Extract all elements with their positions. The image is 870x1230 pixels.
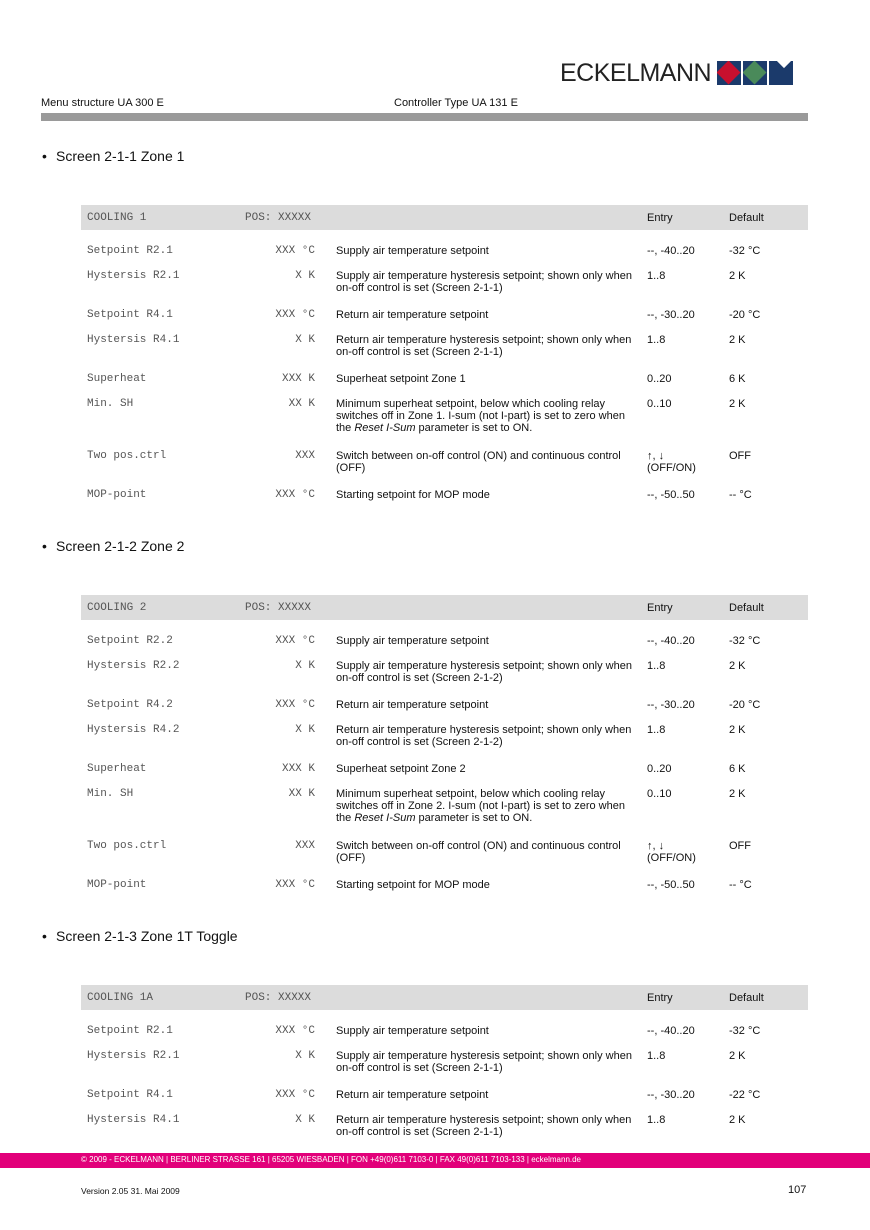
entry-range [647,1025,695,1037]
parameter-value: XXX [295,450,315,462]
version-info: Version 2.05 31. Mai 2009 [81,1186,180,1196]
footer-address: © 2009 - ECKELMANN | BERLINER STRASSE 161 | 65205 WIESBADEN | FON +49(0)611 7103-0 | FAX 49(0)611 7103-133 | eckelmann.de [81,1155,582,1164]
parameter-value: XXX K [281,373,315,385]
default-value: -20 °C [729,309,761,321]
entry-range [647,309,695,321]
entry-value: --, -30..20 [647,1089,695,1101]
header-divider-bar [41,113,808,121]
parameter-value: XXX °C [275,489,315,501]
entry-range [647,699,695,711]
parameter-description: Return air temperature hysteresis setpoint; shown only when on-off control is set (Screen 2-1-1) [336,1114,632,1138]
entry-value: 0..20 [647,763,672,775]
parameter-value: X K [295,1050,315,1062]
parameter-description: Switch between on-off control (ON) and continuous control (OFF) [336,450,621,474]
logo-squares [717,61,795,85]
parameter-name: MOP-point [87,489,147,501]
parameter-description: Return air temperature hysteresis setpoint; shown only when on-off control is set (Screen 2-1-1) [336,334,632,358]
parameter-description: Supply air temperature hysteresis setpoint; shown only when on-off control is set (Screen 2-1-1) [336,270,632,294]
entry-range [647,763,671,775]
bullet-icon: • [42,148,47,164]
parameter-name: Setpoint R4.1 [87,1089,173,1101]
entry-column-header: Entry [647,602,673,614]
entry-range [647,398,671,410]
entry-value: --, -30..20 [647,699,695,711]
parameter-description: Return air temperature setpoint [336,699,489,711]
header-left-title: Menu structure UA 300 E [41,97,164,109]
parameter-description: Return air temperature setpoint [336,309,489,321]
parameter-description: Superheat setpoint Zone 2 [336,763,466,775]
entry-range [647,270,665,282]
entry-range [647,788,671,800]
table-header [81,985,808,1010]
entry-value-extra: (OFF/ON) [647,462,696,474]
default-value: 6 K [729,373,746,385]
parameter-value: X K [295,1114,315,1126]
description-emphasis: Reset I-Sum [354,812,416,824]
default-value: -- °C [729,879,752,891]
position-field: POS: XXXXX [245,212,312,224]
parameter-name: Min. SH [87,788,134,800]
parameter-name: Superheat [87,763,147,775]
entry-range [647,1089,695,1101]
default-value: 6 K [729,763,746,775]
description-text: parameter is set to ON. [415,812,533,824]
position-field: POS: XXXXX [245,992,312,1004]
parameter-description: Supply air temperature hysteresis setpoint; shown only when on-off control is set (Screen 2-1-1) [336,1050,632,1074]
bullet-icon: • [42,928,47,944]
default-value: 2 K [729,660,746,672]
entry-value: ↑, ↓ [647,840,665,852]
logo-square-green [743,61,767,85]
header-center-title: Controller Type UA 131 E [394,97,518,109]
section-title-text: Screen 2-1-3 Zone 1T Toggle [56,928,238,944]
entry-value: 1..8 [647,724,666,736]
default-column-header: Default [729,992,764,1004]
bullet-icon: • [42,538,47,554]
default-value: OFF [729,840,751,852]
entry-column-header: Entry [647,992,673,1004]
parameter-name: Hystersis R4.1 [87,334,180,346]
table-header [81,595,808,620]
entry-range [647,450,696,474]
parameter-value: X K [295,724,315,736]
parameter-description [336,398,636,434]
parameter-value: XXX K [281,763,315,775]
parameter-value: X K [295,660,315,672]
logo-text: ECKELMANN [560,58,712,87]
parameter-description: Starting setpoint for MOP mode [336,879,490,891]
description-text: Minimum superheat setpoint, below which cooling relay switches off in Zone 1. I-sum (not I-part) is set to zero when the [336,398,625,434]
parameter-name: Hystersis R4.1 [87,1114,180,1126]
entry-value-extra: (OFF/ON) [647,852,696,864]
parameter-value: X K [295,334,315,346]
parameter-description: Supply air temperature hysteresis setpoint; shown only when on-off control is set (Screen 2-1-2) [336,660,632,684]
section-title-text: Screen 2-1-1 Zone 1 [56,148,185,164]
entry-value: --, -40..20 [647,635,695,647]
entry-value: 1..8 [647,270,666,282]
parameter-name: Setpoint R2.1 [87,1025,173,1037]
default-value: 2 K [729,398,746,410]
entry-range [647,245,695,257]
parameter-description: Return air temperature setpoint [336,1089,489,1101]
table-header [81,205,808,230]
section-title [42,538,184,554]
parameter-description: Starting setpoint for MOP mode [336,489,490,501]
entry-value: 0..10 [647,788,672,800]
description-text: Minimum superheat setpoint, below which cooling relay switches off in Zone 2. I-sum (not I-part) is set to zero when the [336,788,625,824]
section-title-text: Screen 2-1-2 Zone 2 [56,538,185,554]
default-value: -32 °C [729,245,761,257]
parameter-value: XXX °C [275,1025,315,1037]
entry-value: ↑, ↓ [647,450,665,462]
entry-range [647,840,696,864]
parameter-description [336,788,636,824]
default-value: 2 K [729,1050,746,1062]
logo-square-navy [769,61,793,85]
default-value: -20 °C [729,699,761,711]
parameter-name: Superheat [87,373,147,385]
parameter-value: XXX [295,840,315,852]
default-value: -32 °C [729,635,761,647]
entry-value: 1..8 [647,660,666,672]
page-number: 107 [788,1184,807,1196]
entry-range [647,879,695,891]
description-text: parameter is set to ON. [415,422,533,434]
parameter-description: Superheat setpoint Zone 1 [336,373,466,385]
parameter-value: XX K [288,788,315,800]
parameter-value: XXX °C [275,309,315,321]
entry-value: 0..10 [647,398,672,410]
parameter-value: X K [295,270,315,282]
entry-range [647,373,671,385]
default-value: -- °C [729,489,752,501]
entry-value: 1..8 [647,334,666,346]
logo-square-red [717,61,741,85]
parameter-value: XXX °C [275,635,315,647]
position-field: POS: XXXXX [245,602,312,614]
default-value: -22 °C [729,1089,761,1101]
entry-value: 1..8 [647,1050,666,1062]
entry-value: --, -40..20 [647,1025,695,1037]
entry-range [647,1114,665,1126]
entry-range [647,635,695,647]
entry-range [647,724,665,736]
parameter-description: Return air temperature hysteresis setpoint; shown only when on-off control is set (Screen 2-1-2) [336,724,632,748]
parameter-name: Hystersis R2.1 [87,270,180,282]
parameter-value: XXX °C [275,245,315,257]
entry-range [647,489,695,501]
parameter-name: MOP-point [87,879,147,891]
entry-value: 0..20 [647,373,672,385]
parameter-description: Supply air temperature setpoint [336,245,489,257]
parameter-value: XX K [288,398,315,410]
entry-value: --, -40..20 [647,245,695,257]
entry-column-header: Entry [647,212,673,224]
parameter-name: Hystersis R2.1 [87,1050,180,1062]
entry-value: --, -30..20 [647,309,695,321]
section-title [42,928,238,944]
parameter-name: Two pos.ctrl [87,840,167,852]
table-title: COOLING 1 [87,212,147,224]
parameter-name: Setpoint R2.2 [87,635,173,647]
default-value: -32 °C [729,1025,761,1037]
default-value: 2 K [729,270,746,282]
parameter-name: Setpoint R4.2 [87,699,173,711]
parameter-name: Min. SH [87,398,134,410]
table-title: COOLING 1A [87,992,154,1004]
entry-value: --, -50..50 [647,879,695,891]
parameter-name: Hystersis R2.2 [87,660,180,672]
default-column-header: Default [729,602,764,614]
default-column-header: Default [729,212,764,224]
default-value: 2 K [729,788,746,800]
parameter-description: Supply air temperature setpoint [336,1025,489,1037]
parameter-name: Setpoint R4.1 [87,309,173,321]
entry-value: --, -50..50 [647,489,695,501]
entry-range [647,660,665,672]
section-title [42,148,184,164]
parameter-value: XXX °C [275,1089,315,1101]
description-emphasis: Reset I-Sum [354,422,416,434]
parameter-description: Supply air temperature setpoint [336,635,489,647]
default-value: OFF [729,450,751,462]
parameter-value: XXX °C [275,879,315,891]
parameter-name: Setpoint R2.1 [87,245,173,257]
parameter-value: XXX °C [275,699,315,711]
parameter-description: Switch between on-off control (ON) and continuous control (OFF) [336,840,621,864]
table-title: COOLING 2 [87,602,147,614]
entry-range [647,334,665,346]
default-value: 2 K [729,724,746,736]
parameter-name: Hystersis R4.2 [87,724,180,736]
default-value: 2 K [729,1114,746,1126]
entry-value: 1..8 [647,1114,666,1126]
default-value: 2 K [729,334,746,346]
eckelmann-logo [560,58,795,88]
entry-range [647,1050,665,1062]
parameter-name: Two pos.ctrl [87,450,167,462]
